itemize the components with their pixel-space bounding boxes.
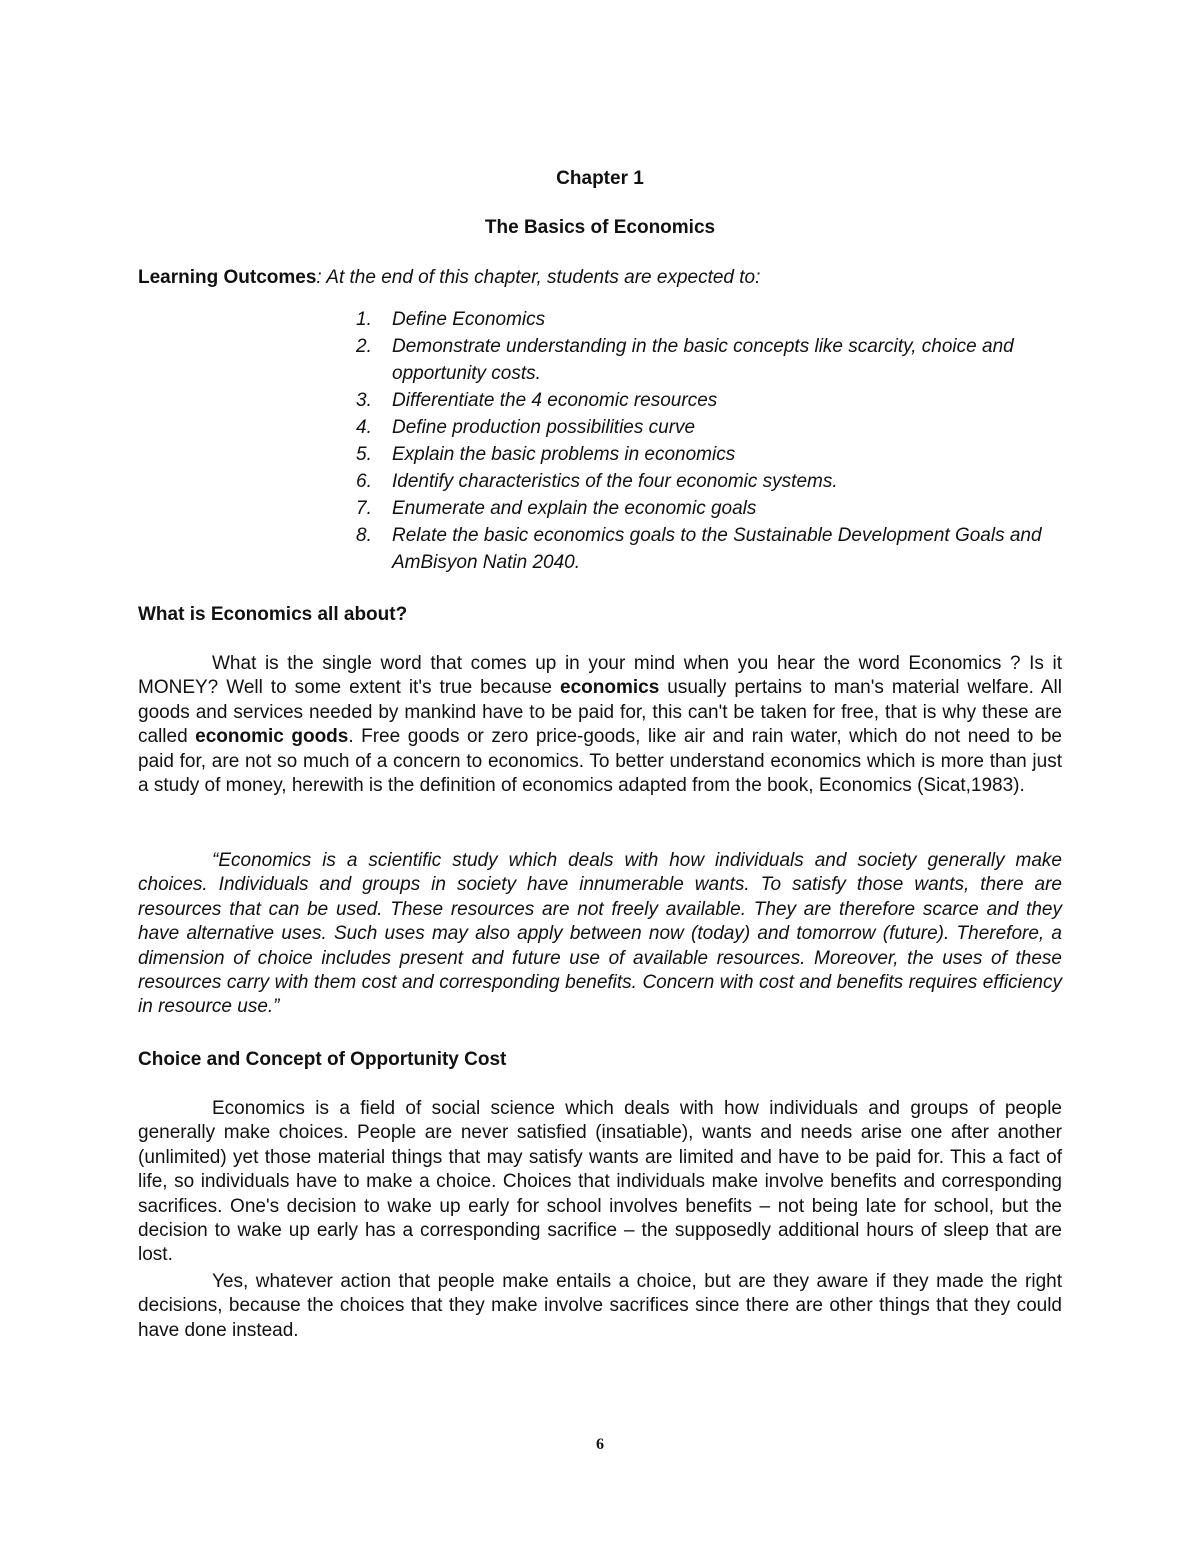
section-heading-economics: What is Economics all about? [138, 604, 408, 625]
chapter-label: Chapter 1 [556, 168, 644, 189]
list-item-number: 3. [356, 390, 372, 411]
list-item-text: Explain the basic problems in economics [392, 444, 736, 465]
opportunity-cost-paragraph-2: Yes, whatever action that people make entails a choice, but are they aware if they made the right decisions, because the choices that they make involve sacrifices since there are other things that they could have done instead. [138, 1271, 1062, 1341]
list-item [340, 387, 1070, 414]
list-item-text: Demonstrate understanding in the basic concepts like scarcity, choice and opportunity costs. [392, 336, 1014, 384]
list-item [340, 306, 1070, 333]
learning-outcomes-list [340, 306, 1070, 576]
list-item [340, 495, 1070, 522]
list-item-text: Identify characteristics of the four economic systems. [392, 471, 838, 492]
term-economic-goods: economic goods [195, 726, 349, 748]
learning-outcomes-intro-text: : At the end of this chapter, students are expected to: [316, 267, 761, 288]
list-item-text: Differentiate the 4 economic resources [392, 390, 718, 411]
list-item [340, 333, 1070, 387]
chapter-title: The Basics of Economics [484, 217, 716, 238]
economics-definition-quote: “Economics is a scientific study which deals with how individuals and society generally make choices. Individuals and groups in society have innumerable wants. To satisfy those wants, there are resources that can be used. These resources are not freely available. They are therefore scarce and they have alternative uses. Such uses may also apply between now (today) and tomorrow (future). Therefore, a dimension of choice includes present and future use of available resources. Moreover, the uses of these resources carry with them cost and corresponding benefits. Concern with cost and benefits requires efficiency in resource use.” [138, 850, 1062, 1018]
list-item-text: Define production possibilities curve [392, 417, 696, 438]
list-item-text: Enumerate and explain the economic goals [392, 498, 757, 519]
list-item-text: Relate the basic economics goals to the Sustainable Development Goals and AmBisyon Natin 2040. [392, 525, 1042, 573]
learning-outcomes-intro [138, 267, 1068, 289]
list-item-number: 8. [356, 525, 372, 546]
list-item-number: 7. [356, 498, 372, 519]
term-economics: economics [560, 677, 660, 699]
paragraph-text: . Free goods or zero price-goods, like air and rain water, which do not need to be paid for, are not so much of a concern to economics. To better understand economics which is more than just a study of money, herewith is the definition of economics adapted from the book, Economics (Sicat,1983). [138, 726, 1062, 797]
list-item-number: 2. [356, 336, 372, 357]
section-heading-opportunity-cost: Choice and Concept of Opportunity Cost [138, 1049, 507, 1070]
list-item-number: 1. [356, 309, 372, 330]
list-item-text: Define Economics [392, 309, 546, 330]
list-item [340, 414, 1070, 441]
list-item-number: 6. [356, 471, 372, 492]
list-item [340, 522, 1070, 576]
economics-intro-paragraph [138, 652, 1062, 798]
list-item-number: 4. [356, 417, 372, 438]
paragraph-text: What is the single word that comes up in your mind when you hear the word Economics ? Is it MONEY? Well to some extent it's true because [138, 653, 1062, 699]
paragraph-text: usually pertains to man's material welfare. All goods and services needed by mankind have to be paid for, this can't be taken for free, that is why these are called [138, 677, 1063, 748]
page-number: 6 [596, 1436, 604, 1453]
learning-outcomes-label: Learning Outcomes [138, 267, 317, 288]
opportunity-cost-paragraph-1: Economics is a field of social science which deals with how individuals and groups of people generally make choices. People are never satisfied (insatiable), wants and needs arise one after another (unlimited) yet those material things that may satisfy wants are limited and have to be paid for. This a fact of life, so individuals have to make a choice. Choices that individuals make involve benefits and corresponding sacrifices. One's decision to wake up early for school involves benefits – not being late for school, but the decision to wake up early has a corresponding sacrifice – the supposedly additional hours of sleep that are lost. [138, 1098, 1062, 1266]
list-item-number: 5. [356, 444, 372, 465]
list-item [340, 468, 1070, 495]
list-item [340, 441, 1070, 468]
